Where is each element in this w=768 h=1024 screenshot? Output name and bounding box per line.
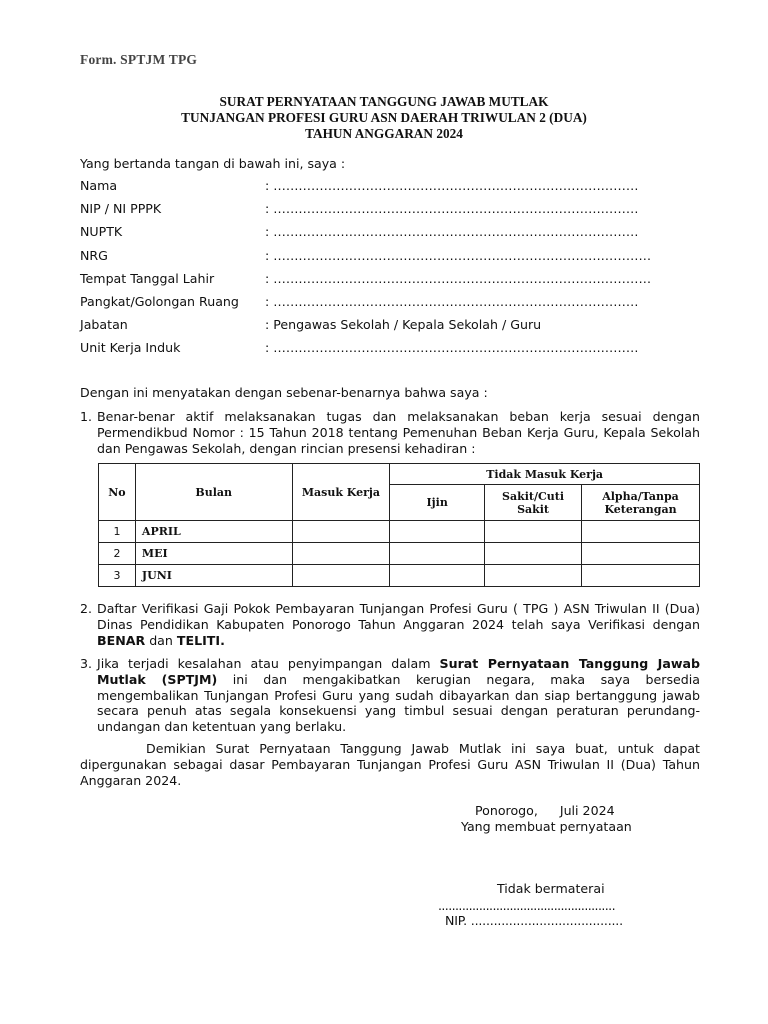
field-row-jabatan: [80, 317, 700, 340]
field-label: Unit Kerja Induk: [80, 340, 181, 356]
item-text: [97, 601, 700, 648]
emphasis-teliti: TELITI.: [176, 632, 225, 648]
field-label: Tempat Tanggal Lahir: [80, 270, 215, 286]
header-masuk-kerja: Masuk Kerja: [292, 464, 390, 521]
identity-fields: [80, 178, 700, 364]
intro-text: Yang bertanda tangan di bawah ini, saya :: [80, 156, 346, 171]
document-title: [0, 94, 768, 142]
stamp-note: Tidak bermaterai: [497, 881, 605, 896]
item-text-part: Jika terjadi kesalahan atau penyimpangan dalam: [97, 656, 440, 671]
item-number: 1.: [80, 409, 93, 424]
field-label: Pangkat/Golongan Ruang: [80, 293, 239, 309]
table-row: [99, 543, 700, 565]
table-row: [99, 521, 700, 543]
header-sakit-cuti: Sakit/Cuti Sakit: [485, 485, 582, 521]
field-label: Nama: [80, 178, 118, 193]
cell-bulan: JUNI: [135, 565, 292, 587]
item-text: [97, 656, 700, 735]
field-label: NUPTK: [80, 224, 123, 240]
field-value: : ……………………………………………………………………………: [265, 201, 639, 217]
field-row-nip: [80, 201, 700, 224]
statement-item-1: [80, 409, 700, 456]
emphasis-benar: BENAR: [97, 632, 146, 648]
field-label: NRG: [80, 247, 108, 263]
item-text: Benar-benar aktif melaksanakan tugas dan melaksanakan beban kerja sesuai dengan Permendikbud Nomor : 15 Tahun 2018 tentang Pemenuhan Beban Kerja Guru, Kepala Sekolah dan Pengawas Sekolah, dengan rincian presensi kehadiran :: [97, 409, 700, 456]
cell-no: 2: [99, 543, 136, 565]
field-row-nrg: [80, 248, 700, 271]
cell-masuk[interactable]: [292, 565, 390, 587]
cell-sakit[interactable]: [485, 521, 582, 543]
cell-ijin[interactable]: [390, 521, 485, 543]
cell-alpha[interactable]: [582, 521, 700, 543]
signature-date: Juli 2024: [559, 803, 615, 818]
cell-masuk[interactable]: [292, 521, 390, 543]
form-code: Form. SPTJM TPG: [80, 52, 198, 67]
cell-sakit[interactable]: [485, 565, 582, 587]
statement-intro: Dengan ini menyatakan dengan sebenar-benarnya bahwa saya :: [80, 385, 488, 400]
cell-ijin[interactable]: [390, 543, 485, 565]
cell-sakit[interactable]: [485, 543, 582, 565]
field-value: : ……………………………………………………………………………: [265, 178, 639, 193]
cell-masuk[interactable]: [292, 543, 390, 565]
attendance-table: [98, 463, 700, 587]
title-line-2: TUNJANGAN PROFESI GURU ASN DAERAH TRIWULAN 2 (DUA): [181, 110, 587, 125]
header-ijin: Ijin: [390, 485, 485, 521]
statement-item-3: [80, 656, 700, 735]
field-value: : ………………………………………………………………………………: [265, 247, 652, 263]
item-text-part: Daftar Verifikasi Gaji Pokok Pembayaran Tunjangan Profesi Guru ( TPG ) ASN Triwulan II (Dua) Dinas Pendidikan Kabupaten Ponorogo Tahun Anggaran 2024 telah saya Verifikasi dengan: [97, 601, 700, 632]
cell-no: 1: [99, 521, 136, 543]
cell-alpha[interactable]: [582, 543, 700, 565]
item-number: 3.: [80, 656, 93, 671]
signature-place: Ponorogo,: [475, 803, 538, 818]
field-value: : ……………………………………………………………………………: [265, 224, 639, 240]
cell-ijin[interactable]: [390, 565, 485, 587]
signature-maker: Yang membuat pernyataan: [461, 819, 632, 834]
item-number: 2.: [80, 601, 93, 616]
emphasis-sptjm: Surat Pernyataan Tanggung Jawab Mutlak (SPTJM): [97, 656, 700, 687]
cell-no: 3: [99, 565, 136, 587]
signature-place-date: [475, 803, 615, 818]
field-row-unit-kerja: [80, 340, 700, 363]
header-bulan: Bulan: [135, 464, 292, 521]
field-row-nuptk: [80, 224, 700, 247]
item-text-part: ini dan mengakibatkan kerugian negara, maka saya bersedia mengembalikan Tunjangan Profesi Guru yang sudah dibayarkan dan siap bertanggung jawab secara penuh atas segala konsekuensi yang timbul sesuai dengan peraturan perundang-undangan dan ketentuan yang berlaku.: [97, 671, 700, 735]
cell-bulan: MEI: [135, 543, 292, 565]
field-label: NIP / NI PPPK: [80, 201, 162, 217]
field-value: : Pengawas Sekolah / Kepala Sekolah / Guru: [265, 317, 542, 333]
table-row: [99, 565, 700, 587]
field-value: : ……………………………………………………………………………: [265, 293, 639, 309]
header-alpha: Alpha/Tanpa Keterangan: [582, 485, 700, 521]
title-line-1: SURAT PERNYATAAN TANGGUNG JAWAB MUTLAK: [219, 94, 549, 109]
field-row-nama: [80, 178, 700, 201]
field-value: : ……………………………………………………………………………: [265, 340, 639, 356]
signature-name-line[interactable]: ....................................................: [438, 898, 615, 913]
signature-nip[interactable]: NIP. ........................................: [445, 913, 623, 928]
cell-bulan: APRIL: [135, 521, 292, 543]
statement-item-2: [80, 601, 700, 648]
field-row-ttl: [80, 271, 700, 294]
header-tidak-masuk-kerja: Tidak Masuk Kerja: [390, 464, 700, 485]
cell-alpha[interactable]: [582, 565, 700, 587]
field-row-pangkat: [80, 294, 700, 317]
field-label: Jabatan: [80, 317, 128, 333]
item-text-part: dan: [145, 632, 177, 648]
closing-paragraph: Demikian Surat Pernyataan Tanggung Jawab Mutlak ini saya buat, untuk dapat dipergunakan sebagai dasar Pembayaran Tunjangan Profesi Guru ASN Triwulan II (Dua) Tahun Anggaran 2024.: [80, 741, 700, 788]
header-no: No: [99, 464, 136, 521]
title-line-3: TAHUN ANGGARAN 2024: [305, 126, 463, 141]
field-value: : ………………………………………………………………………………: [265, 270, 652, 286]
